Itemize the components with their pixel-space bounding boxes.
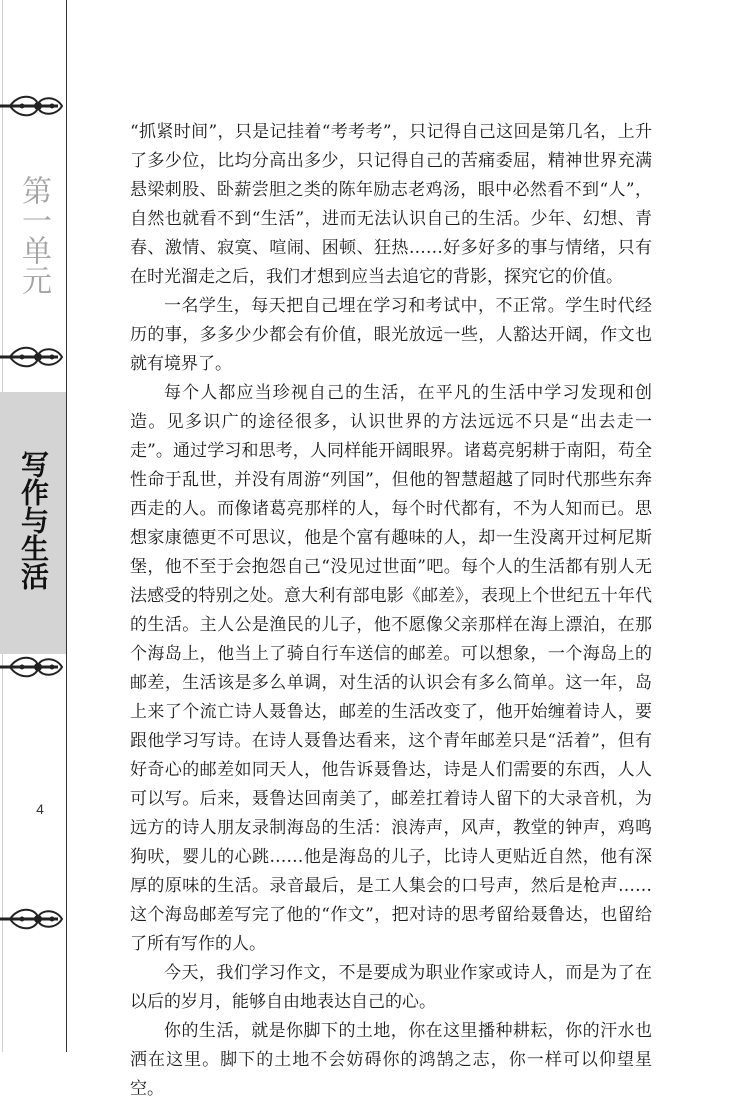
unit-label: 第一单元 — [16, 175, 51, 295]
paragraph: 一名学生，每天把自己埋在学习和考试中，不正常。学生时代经历的事，多多少少都会有价值，眼光放远一些，人豁达开阔，作文也就有境界了。 — [130, 296, 652, 374]
paragraph: “抓紧时间”，只是记挂着“考考考”，只记得自己这回是第几名，上升了多少位，比均分高出多少，只记得自己的苦痛委屈，精神世界充满悬梁刺股、卧薪尝胆之类的陈年励志老鸡汤，眼中必然看不到“人”，自然也就看不到“生活”，进而无法认识自己的生活。少年、幻想、青春、激情、寂寞、喧闹、困顿、狂热……好多好多的事与情绪，只有在时光溜走之后，我们才想到应当去追它的背影，探究它的价值。 — [130, 122, 652, 287]
ornament-top-icon — [0, 92, 66, 122]
ornament-bottom-icon — [0, 905, 66, 935]
ornament-mid-lower-icon — [0, 653, 66, 683]
page-number: 4 — [36, 801, 44, 817]
paragraph: 每个人都应当珍视自己的生活，在平凡的生活中学习发现和创造。见多识广的途径很多，认识世界的方法远远不只是“出去走一走”。通过学习和思考，人同样能开阔眼界。诸葛亮躬耕于南阳，苟全性命于乱世，并没有周游“列国”，但他的智慧超越了同时代那些东奔西走的人。而像诸葛亮那样的人，每个时代都有，不为人知而已。思想家康德更不可思议，他是个富有趣味的人，却一生没离开过柯尼斯堡，他不至于会抱怨自己“没见过世面”吧。每个人的生活都有别人无法感受的特别之处。意大利有部电影《邮差》，表现上个世纪五十年代的生活。主人公是渔民的儿子，他不愿像父亲那样在海上漂泊，在那个海岛上，他当上了骑自行车送信的邮差。可以想象，一个海岛上的邮差，生活该是多么单调，对生活的认识会有多么简单。这一年，岛上来了个流亡诗人聂鲁达，邮差的生活改变了，他开始缠着诗人，要跟他学习写诗。在诗人聂鲁达看来，这个青年邮差只是“活着”，但有好奇心的邮差如同天人，他告诉聂鲁达，诗是人们需要的东西，人人可以写。后来，聂鲁达回南美了，邮差扛着诗人留下的大录音机，为远方的诗人朋友录制海岛的生活：浪涛声，风声，教堂的钟声，鸡鸣狗吠，婴儿的心跳……他是海岛的儿子，比诗人更贴近自然，他有深厚的原味的生活。录音最后，是工人集会的口号声，然后是枪声……这个海岛邮差写完了他的“作文”，把对诗的思考留给聂鲁达，也留给了所有写作的人。 — [130, 383, 652, 954]
paragraph: 你的生活，就是你脚下的土地，你在这里播种耕耘，你的汗水也洒在这里。脚下的土地不会妨碍你的鸿鹄之志，你一样可以仰望星空。 — [130, 1021, 652, 1099]
section-label: 写作与生活 — [17, 450, 50, 590]
body-text — [130, 118, 652, 1104]
sidebar-margin — [0, 0, 67, 1052]
paragraph: 今天，我们学习作文，不是要成为职业作家或诗人，而是为了在以后的岁月，能够自由地表达自己的心。 — [130, 963, 652, 1012]
ornament-mid-upper-icon — [0, 343, 66, 373]
